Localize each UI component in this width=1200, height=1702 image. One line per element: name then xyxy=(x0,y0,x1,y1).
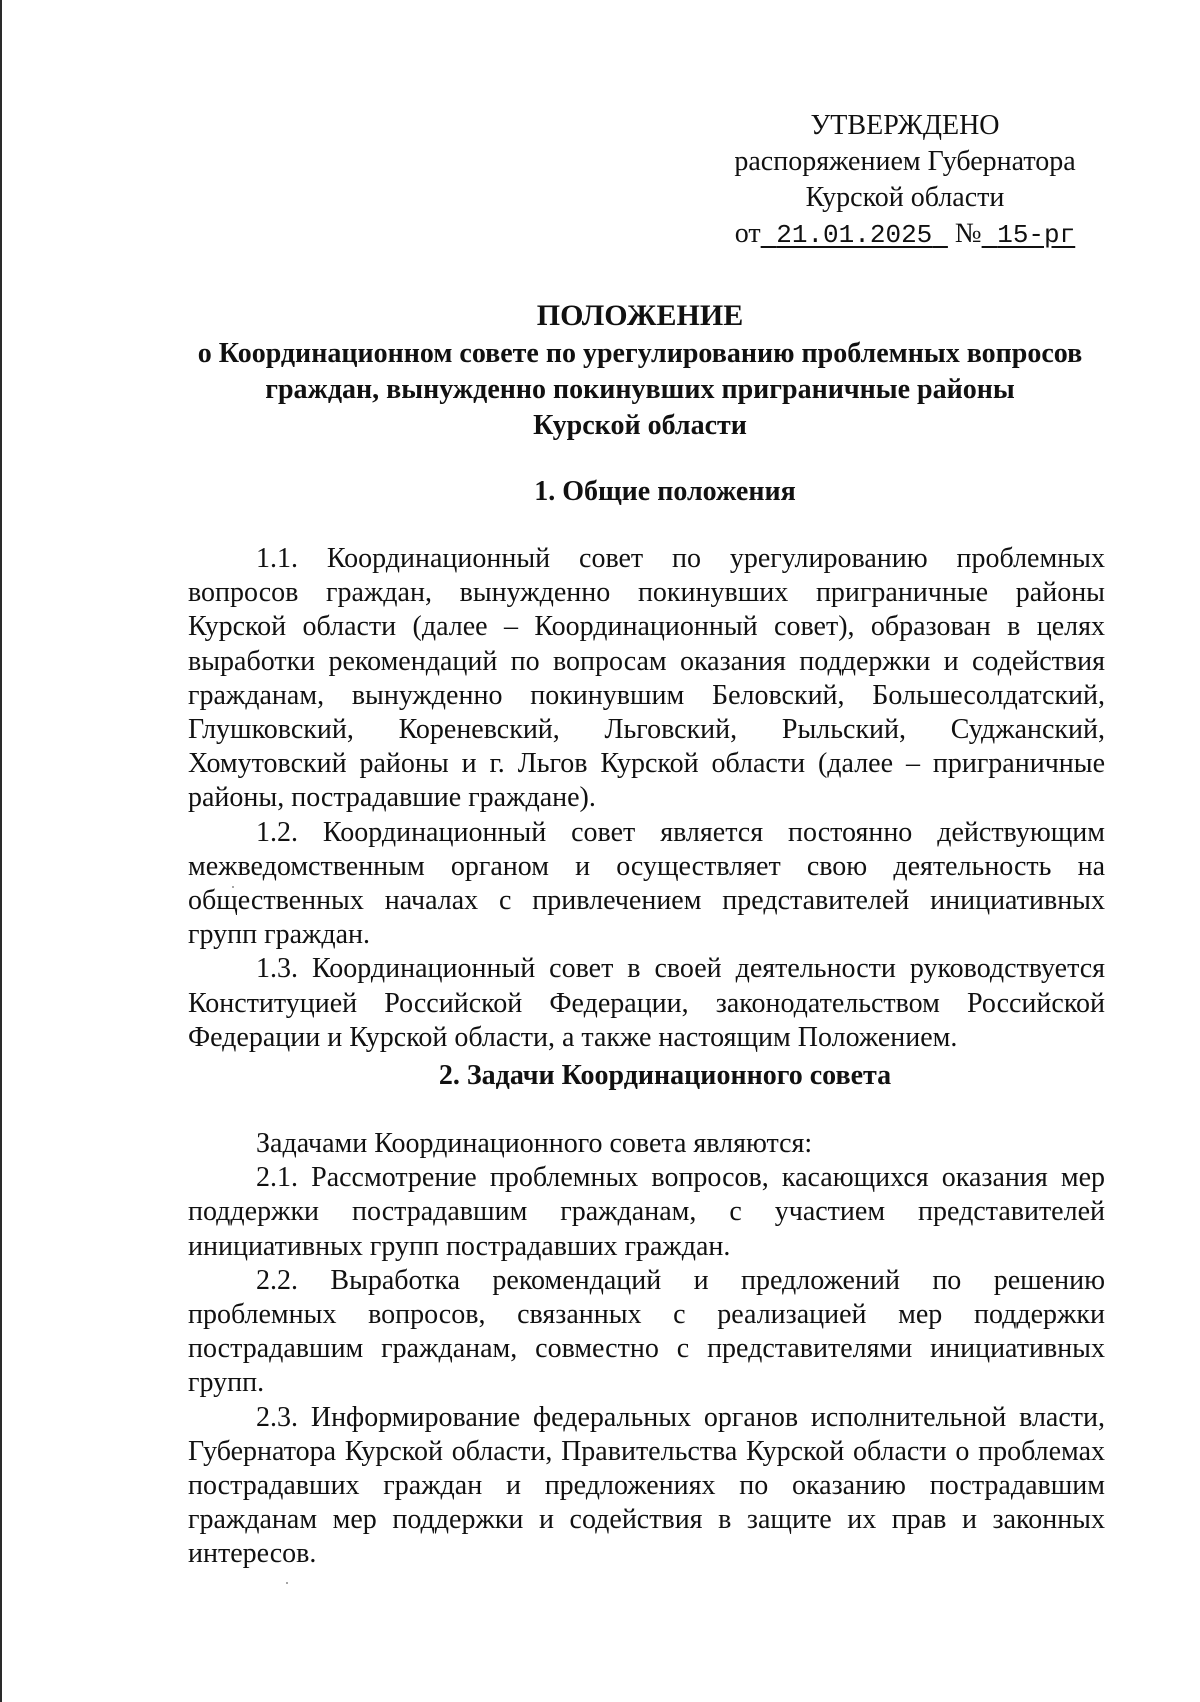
paragraph-2-3: 2.3. Информирование федеральных органов исполнительной власти, Губернатора Курской области, Правительства Курской области о проблемах пострадавших граждан и предложениях по оказанию пострадавшим гражданам мер поддержки и содействия в защите их прав и законных интересов. xyxy=(188,1401,1105,1570)
approval-stamp-block xyxy=(700,108,1110,253)
paragraph-1-1: 1.1. Координационный совет по урегулированию проблемных вопросов граждан, вынужденно покинувших приграничные районы Курской области (далее – Координационный совет), образован в целях выработки рекомендаций по вопросам оказания поддержки и содействия гражданам, вынужденно покинувшим Беловский, Большесолдатский, Глушковский, Кореневский, Льговский, Рыльский, Суджанский, Хомутовский районы и г. Льгов Курской области (далее – приграничные районы, пострадавшие граждане). xyxy=(188,543,1105,814)
paragraph-1-3: 1.3. Координационный совет в своей деятельности руководствуется Конституцией Российской Федерации, законодательством Российской Федерации и Курской области, а также настоящим Положением. xyxy=(188,953,1105,1053)
section-2-intro: Задачами Координационного совета являются: xyxy=(256,1128,813,1159)
scan-edge-line xyxy=(0,0,2,1702)
section-2-body xyxy=(188,1127,1105,1572)
paragraph-2-2: 2.2. Выработка рекомендаций и предложений по решению проблемных вопросов, связанных с реализацией мер поддержки пострадавшим гражданам, совместно с представителями инициативных групп. xyxy=(188,1264,1105,1399)
paragraph-2-1: 2.1. Рассмотрение проблемных вопросов, касающихся оказания мер поддержки пострадавшим гражданам, с участием представителей инициативных групп пострадавших граждан. xyxy=(188,1162,1105,1262)
section-1-body xyxy=(188,542,1105,1055)
document-subtitle-line-3: Курской области xyxy=(533,410,747,441)
document-subtitle-line-1: о Координационном совете по урегулированию проблемных вопросов xyxy=(197,338,1083,369)
document-title: ПОЛОЖЕНИЕ xyxy=(536,299,744,332)
approval-date: 21.01.2025 xyxy=(776,220,933,250)
approved-region-line: Курской области xyxy=(805,182,1005,213)
document-title-block xyxy=(150,298,1130,444)
date-prefix: от xyxy=(734,218,761,249)
approval-number: 15-рг xyxy=(997,220,1076,250)
scan-dot xyxy=(286,1582,288,1584)
approved-label: УТВЕРЖДЕНО xyxy=(810,110,1000,141)
paragraph-1-2: 1.2. Координационный совет является постоянно действующим межведомственным органом и осуществляет свою деятельность на общественных началах с привлечением представителей инициативных групп граждан. xyxy=(188,816,1105,951)
section-2-heading: 2. Задачи Координационного совета xyxy=(438,1060,892,1091)
approved-by-line: распоряжением Губернатора xyxy=(734,146,1076,177)
number-sign: № xyxy=(954,218,982,249)
section-1-heading: 1. Общие положения xyxy=(534,476,796,507)
document-subtitle-line-2: граждан, вынужденно покинувших приграничные районы xyxy=(265,374,1015,405)
approval-date-line xyxy=(700,216,1110,253)
